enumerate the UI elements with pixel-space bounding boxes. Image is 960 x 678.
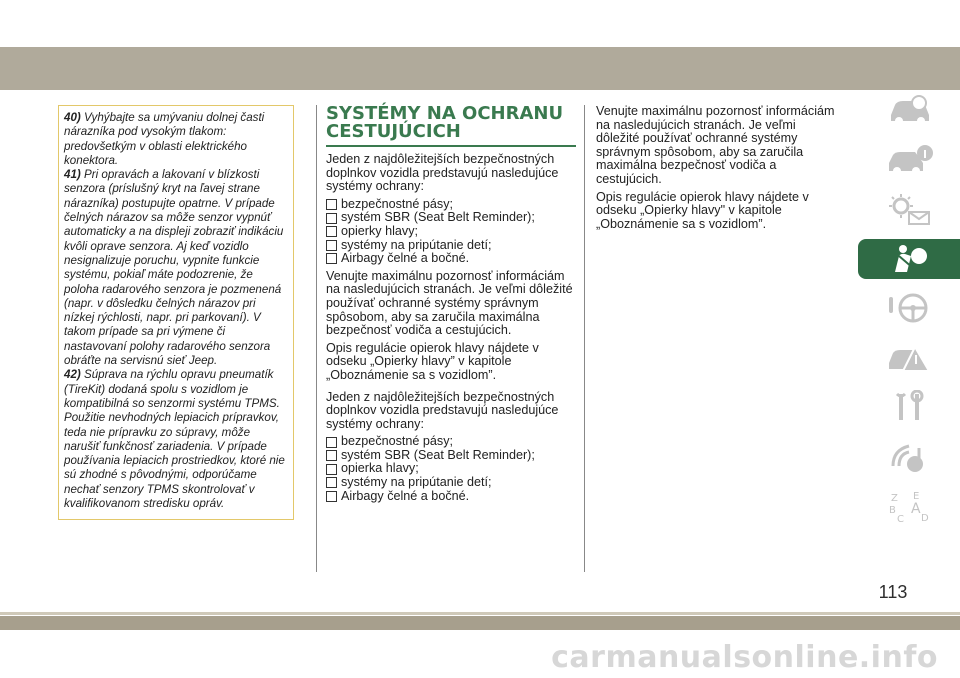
list-item: [326, 211, 576, 225]
note-number: 41): [64, 168, 81, 182]
intro-paragraph: Jeden z najdôležitejších bezpečnostných doplnkov vozidla predstavujú nasledujúce systémy ochrany:: [326, 152, 559, 194]
warning-42: [64, 368, 288, 511]
checkbox-icon: [326, 450, 337, 461]
svg-text:B: B: [889, 505, 896, 516]
note-text: Súprava na rýchlu opravu pneumatík (TireKit) dodaná spolu s vozidlom je kompatibilná so senzormi systému TPMS. Použitie nevhodných lepiacich prípravkov, teda nie prípravku zo súpravy, môže narušiť funkčnosť zariadenia. V prípade používania lepiacich prostriedkov, ktoré nie sú zhodné s pôvodnými, odporúčame nechať senzory TPMS skontrolovať v kvalifikovanom stredisku opráv.: [64, 368, 285, 511]
checkbox-icon: [326, 253, 337, 264]
tools-icon: [885, 390, 933, 424]
protection-list: [326, 198, 576, 266]
list-item-label: systémy na pripútanie detí;: [341, 237, 492, 252]
list-item: [326, 198, 576, 212]
steering-wheel-icon: [885, 291, 933, 325]
column-2: [596, 105, 841, 235]
chapter-tab-index[interactable]: [858, 486, 960, 526]
top-header-band: [0, 47, 960, 90]
list-item-label: systém SBR (Seat Belt Reminder);: [341, 210, 535, 225]
list-item: [326, 476, 576, 490]
section-title: SYSTÉMY NA OCHRANU CESTUJÚCICH: [326, 103, 564, 142]
checkbox-icon: [326, 477, 337, 488]
column-divider-2: [584, 105, 585, 572]
checkbox-icon: [326, 437, 337, 448]
chapter-tab-emergency[interactable]: [858, 338, 960, 378]
list-item-label: bezpečnostné pásy;: [341, 196, 454, 211]
svg-text:E: E: [913, 491, 920, 502]
watermark: carmanualsonline.info: [551, 640, 938, 675]
chapter-tab-car-info[interactable]: [858, 140, 960, 180]
list-item-label: Airbagy čelné a bočné.: [341, 251, 470, 266]
footer-line: [0, 612, 960, 615]
chapter-tab-warning-lights[interactable]: [858, 189, 960, 229]
note-text: Vyhýbajte sa umývaniu dolnej časti nárazníka pod vysokým tlakom: predovšetkým v oblasti elektrického konektora.: [64, 111, 265, 167]
checkbox-icon: [326, 199, 337, 210]
svg-text:C: C: [897, 514, 904, 523]
list-item-label: systémy na pripútanie detí;: [341, 475, 492, 490]
chapter-tab-multimedia[interactable]: [858, 437, 960, 477]
checkbox-icon: [326, 240, 337, 251]
footer-band: [0, 616, 960, 630]
multimedia-icon: [885, 440, 933, 474]
list-item: [326, 449, 576, 463]
list-item: [326, 239, 576, 253]
checkbox-icon: [326, 491, 337, 502]
checkbox-icon: [326, 464, 337, 475]
checkbox-icon: [326, 213, 337, 224]
chapter-tab-dashboard[interactable]: [858, 90, 960, 130]
column-1: [326, 105, 576, 507]
svg-text:Z: Z: [891, 493, 898, 504]
list-item-label: opierky hlavy;: [341, 223, 418, 238]
attention-paragraph: Venujte maximálnu pozornosť informáciám na nasledujúcich stranách. Je veľmi dôležité používať ochranné systémy správnym spôsobom, aby sa zaručila maximálna bezpečnosť vodiča a cestujúcich.: [596, 104, 835, 186]
headrest-paragraph: Opis regulácie opierok hlavy nájdete v odseku „Opierky hlavy" v kapitole „Oboznámenie sa s vozidlom”.: [596, 189, 809, 231]
page-number: 113: [878, 582, 908, 602]
list-item-label: Airbagy čelné a bočné.: [341, 488, 470, 503]
list-item: [326, 252, 576, 266]
list-item: [326, 490, 576, 504]
note-text: Pri opravách a lakovaní v blízkosti senzora (príslušný kryt na ľavej strane nárazníka) postupujte opatrne. V prípade čelných nárazov sa môže senzor vypnúť automaticky a na displeji zobraziť indikáciu kvôli oprave senzora. Aj keď vozidlo nesignalizuje poruchu, vypnite funkcie systému, pokiaľ máte podozrenie, že poloha radarového senzora je pozmenená (napr. v dôsledku čelných nárazov pri nízkej rýchlosti, napr. pri parkovaní). V takom prípade sa pri výmene či nastavovaní polohy radarového senzora obráťte na servisnú sieť Jeep.: [64, 168, 284, 368]
intro-paragraph-2: Jeden z najdôležitejších bezpečnostných doplnkov vozidla predstavujú nasledujúce systémy ochrany:: [326, 389, 559, 431]
warning-40: [64, 111, 288, 168]
index-letters-icon: [885, 489, 933, 523]
note-number: 40): [64, 111, 81, 124]
svg-text:A: A: [911, 501, 921, 517]
chapter-tab-maintenance[interactable]: [858, 387, 960, 427]
car-dashboard-icon: [885, 93, 933, 127]
title-rule: [326, 145, 576, 147]
warning-box: [58, 105, 294, 520]
warning-41: [64, 168, 288, 368]
list-item: [326, 225, 576, 239]
chapter-side-nav: [858, 90, 960, 536]
list-item-label: systém SBR (Seat Belt Reminder);: [341, 447, 535, 462]
list-item-label: opierka hlavy;: [341, 461, 419, 476]
headrest-paragraph: Opis regulácie opierok hlavy nájdete v odseku „Opierky hlavy” v kapitole „Oboznámenie sa s vozidlom”.: [326, 340, 539, 382]
list-item: [326, 462, 576, 476]
svg-text:D: D: [921, 513, 929, 523]
emergency-icon: [885, 341, 933, 375]
note-number: 42): [64, 368, 81, 382]
car-info-icon: [885, 143, 933, 177]
list-item: [326, 435, 576, 449]
chapter-tab-safety[interactable]: [858, 239, 960, 279]
checkbox-icon: [326, 226, 337, 237]
column-divider: [316, 105, 317, 572]
list-item-label: bezpečnostné pásy;: [341, 434, 454, 449]
protection-list-2: [326, 435, 576, 503]
attention-paragraph: Venujte maximálnu pozornosť informáciám na nasledujúcich stranách. Je veľmi dôležité používať ochranné systémy správnym spôsobom, aby sa zaručila maximálna bezpečnosť vodiča a cestujúcich.: [326, 268, 573, 338]
chapter-tab-starting[interactable]: [858, 288, 960, 328]
safety-airbag-icon: [885, 242, 933, 276]
warning-lights-icon: [885, 192, 933, 226]
